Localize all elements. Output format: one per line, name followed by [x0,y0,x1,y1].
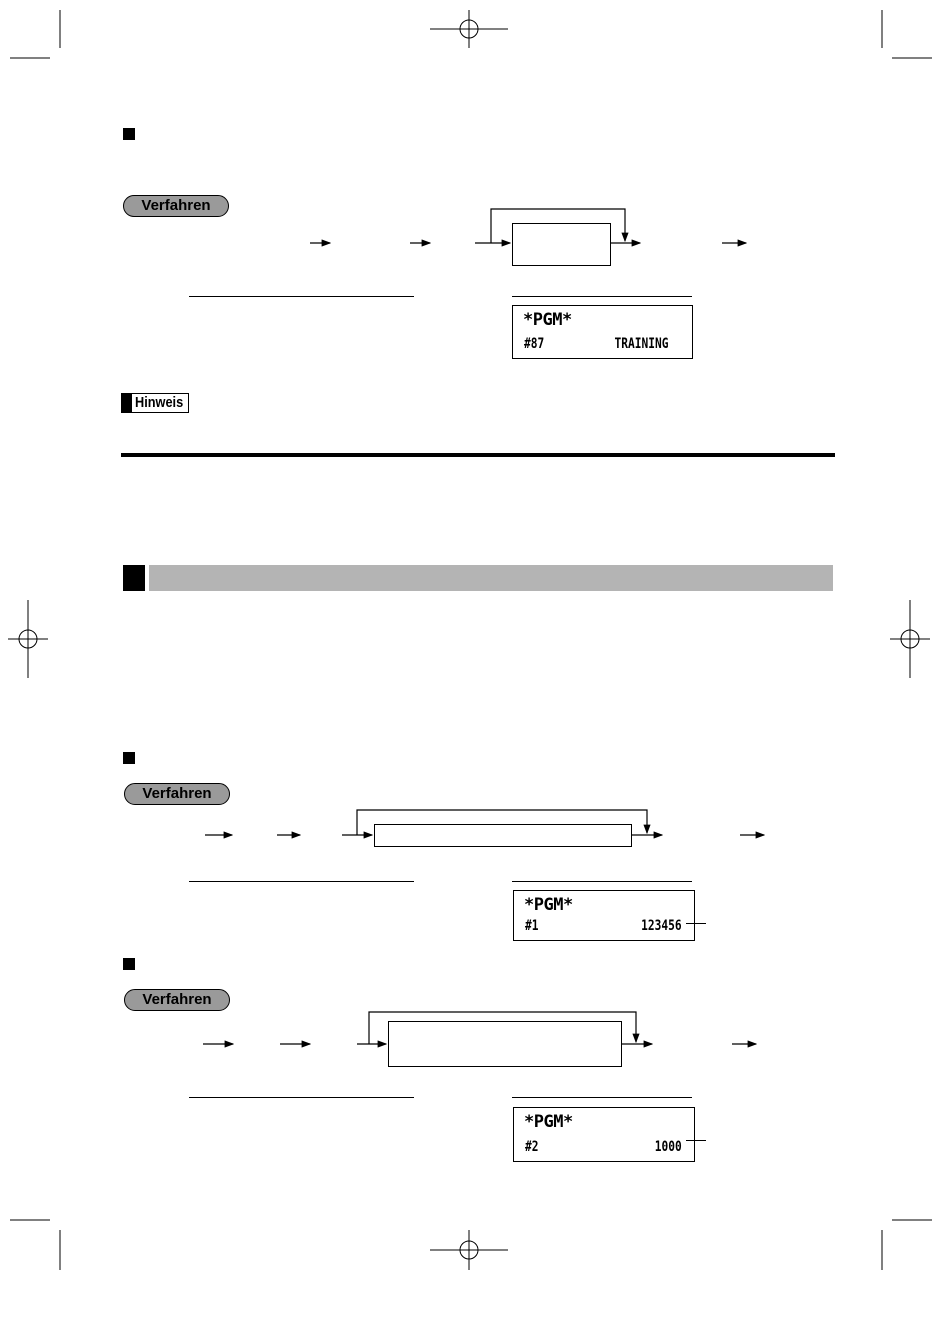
display-value: 1000 [655,1139,682,1155]
verfahren-badge-2: Verfahren [124,783,230,805]
display-code: #87 [524,336,545,352]
callout-line-3 [686,1140,706,1141]
verfahren-badge-3: Verfahren [124,989,230,1011]
rule-left-3 [189,1097,414,1098]
display-code: #2 [525,1139,539,1155]
display-header: *PGM* [524,895,573,915]
rule-right-3 [512,1097,692,1098]
verfahren-badge-1: Verfahren [123,195,229,217]
input-box-3 [388,1021,622,1067]
display-header: *PGM* [524,1112,573,1132]
lcd-display-3 [513,1107,695,1162]
hinweis-text: Hinweis [135,394,184,411]
display-code: #1 [525,918,539,934]
display-value: 123456 [641,918,682,934]
display-value: TRAINING [614,336,668,352]
display-header: *PGM* [523,310,572,330]
